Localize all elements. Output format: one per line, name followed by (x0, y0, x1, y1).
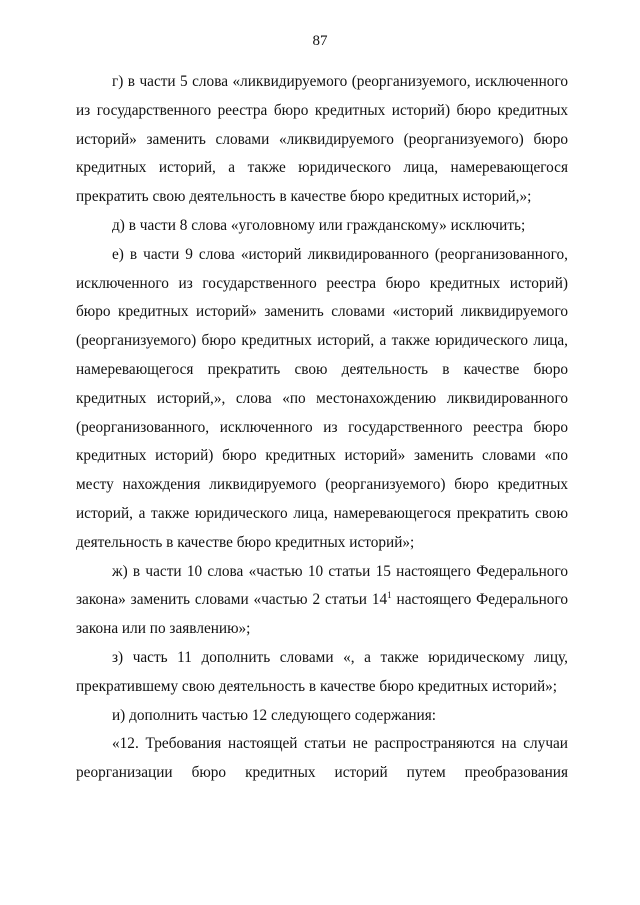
paragraph-zh-text-continued: настоящего Федерального закона или по заявлению»; (76, 591, 568, 638)
paragraph-g: г) в части 5 слова «ликвидируемого (реорганизуемого, исключенного из государственного реестра бюро кредитных историй) бюро кредитных историй» заменить словами «ликвидируемого (реорганизуемого) бюро кредитных историй, а также юридического лица, намеревающегося прекратить свою деятельность в качестве бюро кредитных историй,»; (76, 73, 568, 206)
paragraph-quote-12: «12. Требования настоящей статьи не распространяются на случаи реорганизации бюро кредитных историй путем преобразования (76, 735, 568, 782)
paragraph-d: д) в части 8 слова «уголовному или гражданскому» исключить; (112, 216, 526, 234)
paragraph-zh-text: ж) в части 10 слова «частью 10 статьи 15 настоящего Федерального закона» заменить словами «частью 2 статьи 14 (76, 562, 568, 609)
superscript-marker: 1 (387, 590, 392, 601)
document-body (76, 68, 568, 788)
paragraph-e: е) в части 9 слова «историй ликвидированного (реорганизованного, исключенного из государственного реестра бюро кредитных историй) бюро кредитных историй» заменить словами «историй ликвидируемого (реорганизуемого) бюро кредитных историй, а также юридического лица, намеревающегося прекратить свою деятельность в качестве бюро кредитных историй,», слова «по местонахождению ликвидированного (реорганизованного, исключенного из государственного реестра бюро кредитных историй) бюро кредитных историй» заменить словами «по месту нахождения ликвидируемого (реорганизуемого) бюро кредитных историй, а также юридического лица, намеревающегося прекратить свою деятельность в качестве бюро кредитных историй»; (76, 245, 568, 551)
page-number: 87 (312, 33, 328, 49)
paragraph-z: з) часть 11 дополнить словами «, а также юридическому лицу, прекратившему свою деятельность в качестве бюро кредитных историй»; (76, 648, 568, 695)
paragraph-i: и) дополнить частью 12 следующего содержания: (112, 706, 437, 724)
paragraph-zh (76, 558, 568, 644)
